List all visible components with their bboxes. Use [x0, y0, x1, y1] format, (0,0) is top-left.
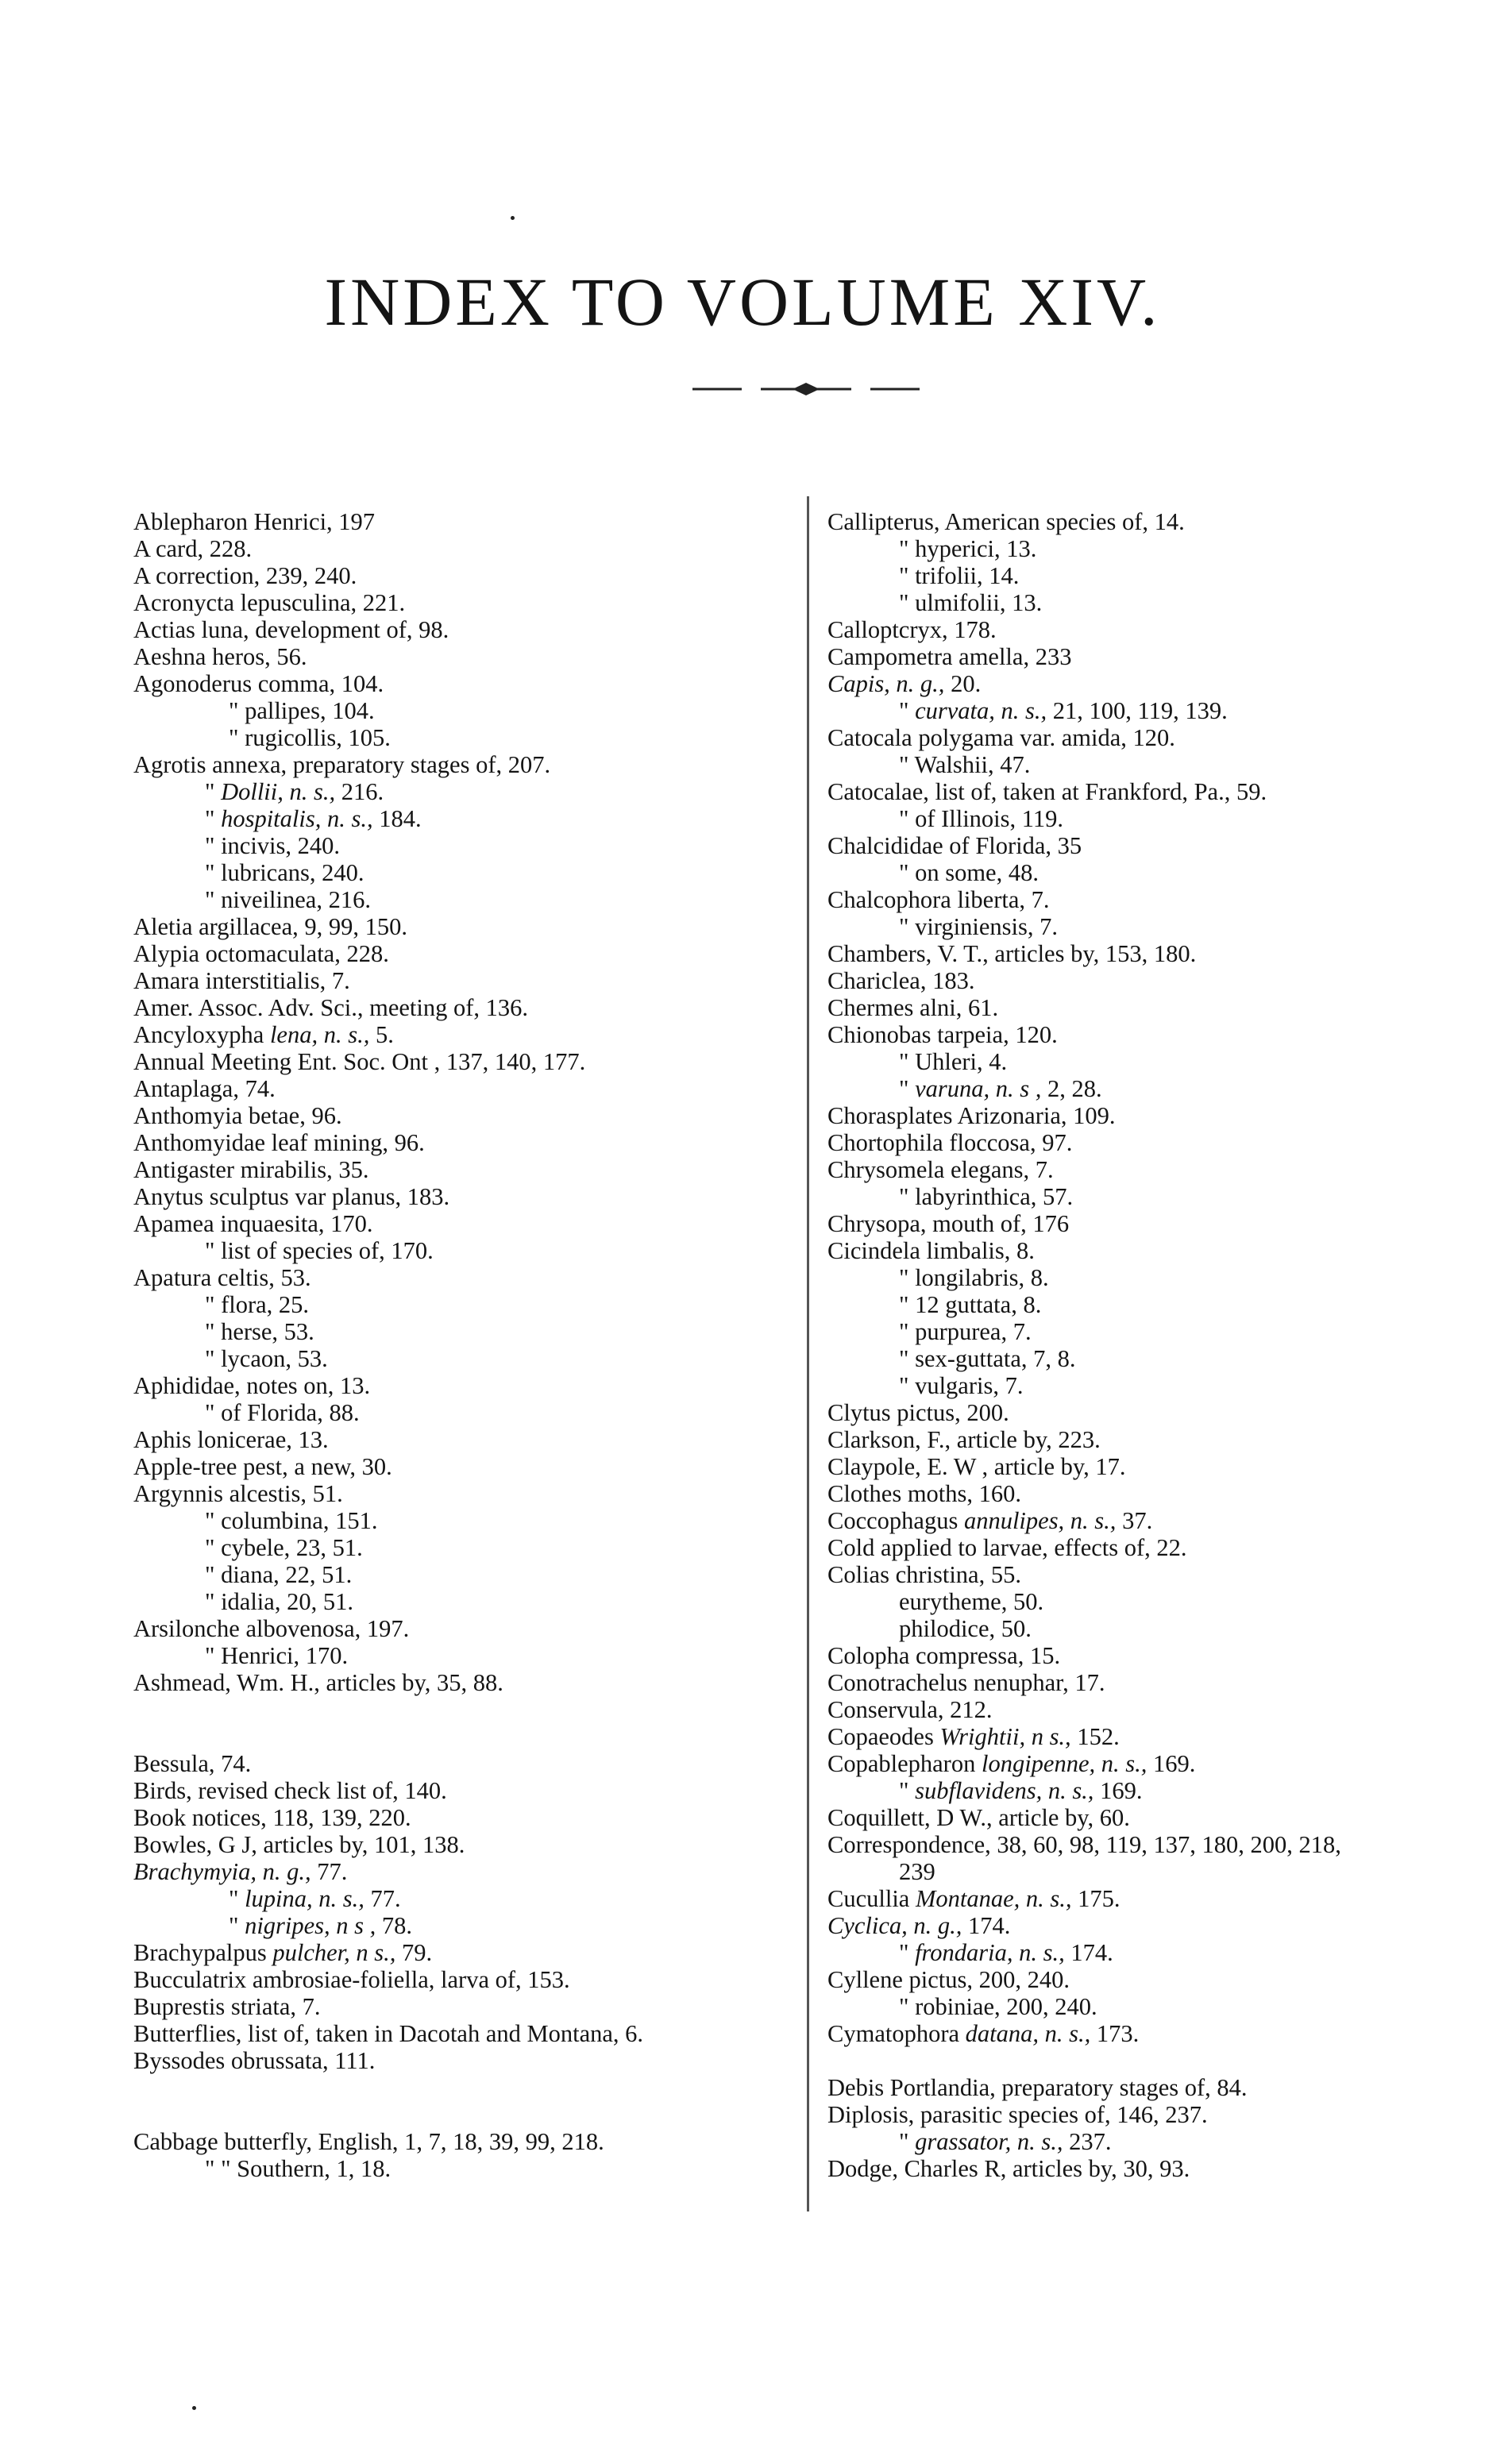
- index-entry: [827, 1858, 1485, 1885]
- index-entry: [827, 886, 1485, 913]
- index-entry-text: Apple-tree pest, a new, 30.: [133, 1453, 392, 1480]
- index-spacer: [133, 2101, 785, 2128]
- index-entry: [133, 1237, 785, 1264]
- index-entry: [827, 1480, 1485, 1507]
- index-entry-text: ": [205, 778, 222, 805]
- index-entry-text: 216.: [341, 778, 384, 805]
- index-entry-italic-text: hospitalis, n. s.,: [221, 805, 380, 832]
- index-entry: [827, 562, 1485, 589]
- index-entry: [133, 1264, 785, 1291]
- index-entry-text: Ancyloxypha: [133, 1021, 270, 1048]
- index-entry: [827, 1831, 1485, 1858]
- index-entry-text: " Henrici, 170.: [205, 1642, 349, 1669]
- index-entry: [827, 2155, 1485, 2182]
- index-entry: [827, 535, 1485, 562]
- index-entry: [827, 1021, 1485, 1048]
- index-entry: [133, 1750, 785, 1777]
- index-entry-text: Anytus sculptus var planus, 183.: [133, 1183, 450, 1210]
- index-entry-text: Coccophagus: [827, 1507, 964, 1534]
- index-entry-text: Chortophila floccosa, 97.: [827, 1129, 1073, 1156]
- index-entry: [827, 2101, 1485, 2128]
- index-entry: [133, 1345, 785, 1372]
- index-entry: [133, 805, 785, 832]
- index-entry-text: Cicindela limbalis, 8.: [827, 1237, 1035, 1264]
- index-entry-text: " longilabris, 8.: [899, 1264, 1049, 1291]
- index-spacer: [827, 2047, 1485, 2074]
- index-entry-text: " robiniae, 200, 240.: [899, 1993, 1097, 2020]
- index-entry-text: Agrotis annexa, preparatory stages of, 207.: [133, 751, 551, 778]
- index-entry-text: Clothes moths, 160.: [827, 1480, 1022, 1507]
- index-entry: [827, 994, 1485, 1021]
- index-entry-text: Agonoderus comma, 104.: [133, 670, 384, 697]
- index-entry: [133, 859, 785, 886]
- index-entry-text: Catocala polygama var. amida, 120.: [827, 724, 1175, 751]
- index-entry: [133, 1318, 785, 1345]
- index-entry-text: " hyperici, 13.: [899, 535, 1037, 562]
- index-entry-text: " diana, 22, 51.: [205, 1561, 353, 1588]
- index-entry: [133, 1858, 785, 1885]
- index-entry-text: Aeshna heros, 56.: [133, 643, 307, 670]
- index-entry-text: Apamea inquaesita, 170.: [133, 1210, 373, 1237]
- index-entry-text: Cabbage butterfly, English, 1, 7, 18, 39, 99, 218.: [133, 2128, 604, 2155]
- index-entry-text: 77.: [370, 1885, 401, 1912]
- index-entry-italic-text: frondaria, n. s.,: [915, 1939, 1071, 1966]
- index-entry-text: Chrysomela elegans, 7.: [827, 1156, 1054, 1183]
- index-entry-text: Chalcididae of Florida, 35: [827, 832, 1082, 859]
- index-entry-text: Chorasplates Arizonaria, 109.: [827, 1102, 1116, 1129]
- index-entry-italic-text: varuna, n. s ,: [915, 1075, 1047, 1102]
- index-entry-text: " lycaon, 53.: [205, 1345, 328, 1372]
- index-entry: [133, 1669, 785, 1696]
- index-entry: [827, 1048, 1485, 1075]
- index-entry-italic-text: Cyclica, n. g.,: [827, 1912, 969, 1939]
- index-entry-italic-text: lupina, n. s.,: [245, 1885, 371, 1912]
- index-entry: [133, 1021, 785, 1048]
- index-entry-text: " incivis, 240.: [205, 832, 341, 859]
- index-entry-text: " virginiensis, 7.: [899, 913, 1058, 940]
- index-entry: [133, 1156, 785, 1183]
- index-entry-text: Aphididae, notes on, 13.: [133, 1372, 371, 1399]
- index-entry: [827, 1777, 1485, 1804]
- index-entry-text: Conservula, 212.: [827, 1696, 993, 1723]
- index-entry-text: Cyllene pictus, 200, 240.: [827, 1966, 1070, 1993]
- index-entry: [827, 913, 1485, 940]
- index-entry-text: Book notices, 118, 139, 220.: [133, 1804, 411, 1831]
- index-entry-italic-text: subflavidens, n. s.,: [915, 1777, 1101, 1804]
- index-entry-text: " 12 guttata, 8.: [899, 1291, 1042, 1318]
- index-entry: [133, 1885, 785, 1912]
- index-entry-text: " labyrinthica, 57.: [899, 1183, 1074, 1210]
- index-entry-text: 169.: [1153, 1750, 1196, 1777]
- index-entry-text: " columbina, 151.: [205, 1507, 378, 1534]
- index-entry-text: " idalia, 20, 51.: [205, 1588, 353, 1615]
- index-entry-italic-text: lena, n. s.,: [269, 1021, 376, 1048]
- index-entry-text: eurytheme, 50.: [899, 1588, 1044, 1615]
- index-entry: [133, 751, 785, 778]
- index-entry-text: Coquillett, D W., article by, 60.: [827, 1804, 1130, 1831]
- index-entry: [133, 1615, 785, 1642]
- index-entry: [133, 1966, 785, 1993]
- index-entry-italic-text: datana, n. s.,: [965, 2020, 1097, 2047]
- index-entry: [133, 643, 785, 670]
- index-entry-text: 174.: [1070, 1939, 1113, 1966]
- index-entry-italic-text: Capis, n. g.,: [827, 670, 951, 697]
- index-entry-text: Chionobas tarpeia, 120.: [827, 1021, 1058, 1048]
- index-entry-text: " ulmifolii, 13.: [899, 589, 1043, 616]
- page-title: INDEX TO VOLUME XIV.: [324, 264, 1161, 340]
- index-entry-text: Calloptcryx, 178.: [827, 616, 997, 643]
- index-spacer: [133, 2074, 785, 2101]
- index-entry-text: Cucullia: [827, 1885, 916, 1912]
- index-entry: [827, 1156, 1485, 1183]
- index-entry-text: " trifolii, 14.: [899, 562, 1020, 589]
- index-entry-italic-text: grassator, n. s.,: [915, 2128, 1070, 2155]
- ornament-divider-icon: [683, 373, 929, 405]
- index-entry-text: " of Illinois, 119.: [899, 805, 1064, 832]
- index-entry-text: Copablepharon: [827, 1750, 982, 1777]
- index-entry-text: Amara interstitialis, 7.: [133, 967, 350, 994]
- index-entry: [133, 1777, 785, 1804]
- index-entry-text: 174.: [968, 1912, 1011, 1939]
- index-entry-text: Birds, revised check list of, 140.: [133, 1777, 447, 1804]
- index-entry: [827, 2128, 1485, 2155]
- index-entry: [133, 2155, 785, 2182]
- index-entry-text: Argynnis alcestis, 51.: [133, 1480, 343, 1507]
- index-entry: [827, 1507, 1485, 1534]
- index-entry: [133, 913, 785, 940]
- index-entry: [827, 940, 1485, 967]
- index-entry-text: 20.: [951, 670, 982, 697]
- index-entry-text: Apatura celtis, 53.: [133, 1264, 311, 1291]
- index-entry: [133, 1480, 785, 1507]
- index-entry: [827, 1183, 1485, 1210]
- index-entry: [133, 1426, 785, 1453]
- index-entry: [133, 724, 785, 751]
- index-entry: [827, 1426, 1485, 1453]
- index-entry-text: Callipterus, American species of, 14.: [827, 508, 1185, 535]
- index-entry-text: Byssodes obrussata, 111.: [133, 2047, 376, 2074]
- index-entry-text: ": [899, 1777, 916, 1804]
- index-entry-text: Arsilonche albovenosa, 197.: [133, 1615, 410, 1642]
- index-entry-text: Anthomyia betae, 96.: [133, 1102, 342, 1129]
- index-entry-text: Acronycta lepusculina, 221.: [133, 589, 406, 616]
- page-dot-bottom: [192, 2406, 196, 2410]
- page-dot-top: [511, 216, 515, 220]
- index-entry: [827, 832, 1485, 859]
- index-entry-text: Antigaster mirabilis, 35.: [133, 1156, 369, 1183]
- index-entry: [133, 1075, 785, 1102]
- index-entry: [133, 1804, 785, 1831]
- index-entry: [133, 2047, 785, 2074]
- index-entry: [827, 697, 1485, 724]
- index-column-right: [827, 508, 1485, 2182]
- index-entry-text: 5.: [375, 1021, 394, 1048]
- index-entry-text: A card, 228.: [133, 535, 253, 562]
- index-entry-text: 2, 28.: [1047, 1075, 1102, 1102]
- index-entry-text: 173.: [1096, 2020, 1140, 2047]
- index-entry-text: Campometra amella, 233: [827, 643, 1072, 670]
- index-entry-text: ": [205, 805, 222, 832]
- index-entry: [827, 1210, 1485, 1237]
- index-entry: [133, 508, 785, 535]
- index-entry: [827, 1345, 1485, 1372]
- index-entry-text: ": [899, 1939, 916, 1966]
- index-entry: [827, 805, 1485, 832]
- index-entry: [827, 724, 1485, 751]
- index-entry: [827, 1102, 1485, 1129]
- index-entry: [133, 967, 785, 994]
- index-entry-text: Copaeodes: [827, 1723, 940, 1750]
- index-entry-text: 77.: [317, 1858, 348, 1885]
- index-spacer: [133, 1696, 785, 1723]
- index-entry-text: Chermes alni, 61.: [827, 994, 999, 1021]
- index-entry: [133, 1210, 785, 1237]
- index-entry: [827, 859, 1485, 886]
- index-entry-text: " of Florida, 88.: [205, 1399, 360, 1426]
- column-divider: [807, 496, 809, 2211]
- index-entry-text: Chambers, V. T., articles by, 153, 180.: [827, 940, 1197, 967]
- index-entry: [133, 1993, 785, 2020]
- index-entry: [133, 778, 785, 805]
- index-entry-text: Aphis lonicerae, 13.: [133, 1426, 329, 1453]
- index-entry: [827, 1372, 1485, 1399]
- index-entry-text: Ablepharon Henrici, 197: [133, 508, 376, 535]
- index-entry-text: " list of species of, 170.: [205, 1237, 434, 1264]
- index-entry-text: Cold applied to larvae, effects of, 22.: [827, 1534, 1187, 1561]
- index-entry: [827, 751, 1485, 778]
- index-entry: [133, 2020, 785, 2047]
- index-entry-text: Brachypalpus: [133, 1939, 273, 1966]
- index-entry-text: Amer. Assoc. Adv. Sci., meeting of, 136.: [133, 994, 528, 1021]
- index-entry: [827, 1750, 1485, 1777]
- index-entry-text: " Uhleri, 4.: [899, 1048, 1008, 1075]
- index-entry: [827, 1075, 1485, 1102]
- index-entry: [133, 1939, 785, 1966]
- index-entry-text: Bowles, G J, articles by, 101, 138.: [133, 1831, 465, 1858]
- index-entry: [133, 832, 785, 859]
- index-entry-text: Cymatophora: [827, 2020, 966, 2047]
- index-entry-text: " " Southern, 1, 18.: [205, 2155, 392, 2182]
- index-entry-text: Chrysopa, mouth of, 176: [827, 1210, 1070, 1237]
- index-entry: [827, 967, 1485, 994]
- index-entry: [133, 1102, 785, 1129]
- index-entry-text: Clytus pictus, 200.: [827, 1399, 1009, 1426]
- index-entry-text: " niveilinea, 216.: [205, 886, 371, 913]
- index-entry: [827, 670, 1485, 697]
- index-entry-text: " herse, 53.: [205, 1318, 314, 1345]
- index-entry: [133, 1642, 785, 1669]
- index-entry-text: Diplosis, parasitic species of, 146, 237.: [827, 2101, 1208, 2128]
- index-entry: [133, 1048, 785, 1075]
- index-entry: [827, 778, 1485, 805]
- index-entry-text: Colopha compressa, 15.: [827, 1642, 1061, 1669]
- index-entry: [133, 1372, 785, 1399]
- index-spacer: [133, 1723, 785, 1750]
- index-column-left: [133, 508, 785, 2182]
- index-entry-text: " Walshii, 47.: [899, 751, 1031, 778]
- index-entry-text: 21, 100, 119, 139.: [1052, 697, 1228, 724]
- index-entry-text: Bucculatrix ambrosiae-foliella, larva of, 153.: [133, 1966, 570, 1993]
- index-entry-text: " flora, 25.: [205, 1291, 310, 1318]
- index-entry-italic-text: Wrightii, n s.,: [939, 1723, 1078, 1750]
- index-entry: [827, 1291, 1485, 1318]
- index-entry: [133, 1507, 785, 1534]
- index-entry: [133, 1534, 785, 1561]
- index-entry-text: 239: [899, 1858, 935, 1885]
- index-entry: [827, 1264, 1485, 1291]
- index-entry-text: Conotrachelus nenuphar, 17.: [827, 1669, 1105, 1696]
- index-entry: [133, 940, 785, 967]
- index-entry: [133, 535, 785, 562]
- index-entry: [827, 1939, 1485, 1966]
- index-entry: [827, 508, 1485, 535]
- index-entry: [827, 1669, 1485, 1696]
- index-entry-text: Colias christina, 55.: [827, 1561, 1021, 1588]
- index-entry-italic-text: Montanae, n. s.,: [915, 1885, 1078, 1912]
- index-entry-italic-text: annulipes, n. s.,: [963, 1507, 1123, 1534]
- index-entry: [827, 1885, 1485, 1912]
- index-entry-text: Actias luna, development of, 98.: [133, 616, 449, 643]
- index-entry-text: A correction, 239, 240.: [133, 562, 357, 589]
- index-entry: [133, 670, 785, 697]
- index-entry-text: Buprestis striata, 7.: [133, 1993, 321, 2020]
- index-entry: [827, 1561, 1485, 1588]
- index-entry-italic-text: nigripes, n s ,: [245, 1912, 382, 1939]
- index-entry: [827, 1993, 1485, 2020]
- index-entry: [827, 1129, 1485, 1156]
- index-entry: [827, 1723, 1485, 1750]
- index-entry: [827, 1696, 1485, 1723]
- index-entry: [827, 1804, 1485, 1831]
- index-entry-italic-text: Dollii, n. s.,: [221, 778, 341, 805]
- index-entry-text: 169.: [1100, 1777, 1143, 1804]
- index-entry: [827, 1642, 1485, 1669]
- index-entry-text: philodice, 50.: [899, 1615, 1032, 1642]
- index-entry: [133, 562, 785, 589]
- index-entry-text: " lubricans, 240.: [205, 859, 364, 886]
- index-entry-text: " cybele, 23, 51.: [205, 1534, 363, 1561]
- index-entry: [133, 2128, 785, 2155]
- index-entry-text: " pallipes, 104.: [229, 697, 375, 724]
- index-entry-text: ": [899, 697, 916, 724]
- index-entry-text: " sex-guttata, 7, 8.: [899, 1345, 1076, 1372]
- index-entry-text: 152.: [1077, 1723, 1120, 1750]
- index-entry: [827, 2074, 1485, 2101]
- index-entry-text: Chariclea, 183.: [827, 967, 975, 994]
- index-entry-italic-text: pulcher, n s.,: [272, 1939, 403, 1966]
- index-entry: [133, 1831, 785, 1858]
- index-entry: [133, 1588, 785, 1615]
- index-entry-text: ": [229, 1885, 245, 1912]
- index-entry-text: Bessula, 74.: [133, 1750, 252, 1777]
- index-entry-text: 237.: [1069, 2128, 1112, 2155]
- index-entry: [827, 1399, 1485, 1426]
- index-entry: [827, 2020, 1485, 2047]
- index-entry-text: ": [229, 1912, 245, 1939]
- index-entry: [827, 1534, 1485, 1561]
- index-entry-text: " purpurea, 7.: [899, 1318, 1032, 1345]
- index-entry-text: Correspondence, 38, 60, 98, 119, 137, 180, 200, 218,: [827, 1831, 1341, 1858]
- index-entry-text: Ashmead, Wm. H., articles by, 35, 88.: [133, 1669, 503, 1696]
- index-entry-text: Alypia octomaculata, 228.: [133, 940, 389, 967]
- index-entry: [827, 1237, 1485, 1264]
- index-entry: [827, 1966, 1485, 1993]
- index-entry: [827, 1453, 1485, 1480]
- index-entry-text: ": [899, 1075, 916, 1102]
- index-entry-text: Dodge, Charles R, articles by, 30, 93.: [827, 2155, 1190, 2182]
- index-entry: [133, 697, 785, 724]
- index-entry-text: Claypole, E. W , article by, 17.: [827, 1453, 1126, 1480]
- index-entry-text: Chalcophora liberta, 7.: [827, 886, 1050, 913]
- index-entry-text: 37.: [1122, 1507, 1153, 1534]
- index-entry: [827, 1318, 1485, 1345]
- index-entry-text: ": [899, 2128, 916, 2155]
- index-entry-text: Catocalae, list of, taken at Frankford, Pa., 59.: [827, 778, 1267, 805]
- index-entry-text: Butterflies, list of, taken in Dacotah and Montana, 6.: [133, 2020, 644, 2047]
- index-entry-italic-text: curvata, n. s.,: [915, 697, 1053, 724]
- index-entry-text: Annual Meeting Ent. Soc. Ont , 137, 140, 177.: [133, 1048, 586, 1075]
- index-entry: [133, 1291, 785, 1318]
- index-entry: [133, 1453, 785, 1480]
- index-entry-text: " rugicollis, 105.: [229, 724, 391, 751]
- index-entry-text: " vulgaris, 7.: [899, 1372, 1024, 1399]
- index-entry: [827, 616, 1485, 643]
- index-entry: [133, 1399, 785, 1426]
- index-entry-text: 184.: [379, 805, 422, 832]
- index-entry: [133, 886, 785, 913]
- index-entry: [133, 1912, 785, 1939]
- index-entry-italic-text: longipenne, n. s.,: [981, 1750, 1153, 1777]
- index-entry: [827, 589, 1485, 616]
- index-entry-text: Anthomyidae leaf mining, 96.: [133, 1129, 425, 1156]
- index-entry-text: 175.: [1078, 1885, 1120, 1912]
- index-entry-text: 78.: [381, 1912, 413, 1939]
- index-entry-text: 79.: [402, 1939, 433, 1966]
- index-entry-italic-text: Brachymyia, n. g.,: [133, 1858, 318, 1885]
- index-entry-text: Antaplaga, 74.: [133, 1075, 276, 1102]
- index-entry: [133, 589, 785, 616]
- index-entry: [133, 1129, 785, 1156]
- index-entry-text: Clarkson, F., article by, 223.: [827, 1426, 1101, 1453]
- index-entry-text: Debis Portlandia, preparatory stages of, 84.: [827, 2074, 1248, 2101]
- index-entry: [827, 1615, 1485, 1642]
- index-entry: [133, 616, 785, 643]
- index-entry-text: Aletia argillacea, 9, 99, 150.: [133, 913, 407, 940]
- index-entry-text: " on some, 48.: [899, 859, 1039, 886]
- index-entry: [133, 1561, 785, 1588]
- index-entry: [133, 994, 785, 1021]
- index-entry: [133, 1183, 785, 1210]
- index-entry: [827, 1912, 1485, 1939]
- index-entry: [827, 643, 1485, 670]
- index-entry: [827, 1588, 1485, 1615]
